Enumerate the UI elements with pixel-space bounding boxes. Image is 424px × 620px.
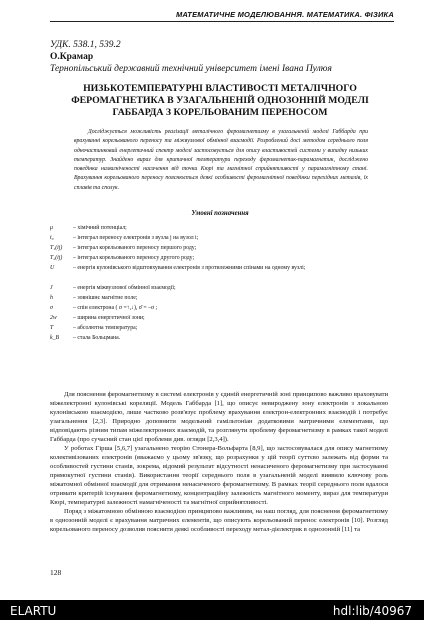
notation-item (50, 323, 380, 333)
notation-description: – енергія кулонівського відштовхування електронів з протилежними спінами на одному вузлі; (73, 265, 306, 271)
notation-description: – хімічний потенціал; (73, 225, 127, 231)
notation-item (50, 233, 380, 243)
paper-title (50, 83, 390, 119)
notation-description: – абсолютна температура; (73, 325, 138, 331)
notation-description: – стала Больцмана. (73, 335, 121, 341)
notation-symbol: U (50, 265, 55, 271)
notation-description: – інтеграл корельованого переносу першого роду; (73, 245, 197, 251)
title-line: ФЕРОМАГНЕТИКА В УЗАГАЛЬНЕНІЙ ОДНОЗОННІЙ МОДЕЛІ (71, 95, 369, 106)
notation-description: – ширина енергетичної зони; (73, 315, 145, 321)
title-line: НИЗЬКОТЕМПЕРАТУРНІ ВЛАСТИВОСТІ МЕТАЛІЧНОГО (83, 83, 357, 94)
journal-section-header: МАТЕМАТИЧНЕ МОДЕЛЮВАННЯ. МАТЕМАТИКА. ФІЗИКА (175, 10, 394, 19)
notation-description: – інтеграл корельованого переносу другого роду; (73, 255, 195, 261)
notation-item (50, 313, 380, 323)
notation-description: – спін електрона ( σ =↑,↓), σ̄ = –σ ; (73, 305, 158, 311)
notation-symbol: 2w (50, 315, 57, 321)
notation-list (50, 223, 380, 343)
notation-description: – інтеграл переносу електронів з вузла j на вузол і; (73, 235, 199, 241)
title-line: ГАББАРДА З КОРЕЛЬОВАНИМ ПЕРЕНОСОМ (112, 107, 328, 118)
repository-footer-bar (0, 600, 424, 620)
notation-item (50, 333, 380, 343)
notation-symbol: T₁(ij) (50, 245, 63, 251)
notation-symbol: h (50, 295, 53, 301)
author-name: О.Крамар (50, 52, 94, 62)
body-paragraph: Поряд з міжатомною обмінною взаємодією принципово важливим, на наш погляд, для пояснення феромагнетизму в однозонній моделі є врахування матричних елементів, що описують корельований перенос електронів [10]. Розгляд корельованого переносу дозволив пояснити деякі особливості переходу метал-діелектрик в однозонній [11] та (50, 508, 388, 533)
notation-description: – енергія міжвузлової обмінної взаємодії; (73, 285, 176, 291)
notation-item (50, 223, 380, 233)
notation-symbol: σ (50, 305, 53, 311)
notation-item (50, 243, 380, 253)
handle-identifier: hdl:lib/40967 (332, 604, 412, 618)
notation-symbol: t₀ (50, 235, 54, 241)
notation-symbol: T (50, 325, 54, 331)
notation-symbol: k_B (50, 335, 60, 341)
body-paragraph: У роботах Гірша [5,6,7] узагальнено теорію Стонера-Вольфарта [8,9], що застосовувалася для опису магнетизму колективізованих електронів (вважаємо у цьому зв'язку, що розрахунки у цій теорії суттєво залежать від форми та особливостей густини станів, зокрема, відомий результат відсутності ненасиченого феромагнетизму при застосуванні прямокутної густини станів). Використання теорії середнього поля в узагальненій моделі виявило ключову роль міжатомної обмінної взаємодії для отримання ненасиченого феромагнетизму. В рамках теорії середнього поля вдалося отримати критерій існування феромагнетизму, концентраційну залежність магнітного моменту, вираз для температури Кюрі, температурні залежності намагніченості та магнітної сприйнятливості. (50, 445, 388, 506)
page-number: 128 (50, 568, 62, 577)
notation-item (50, 293, 380, 303)
abstract: Досліджується можливість реалізації металічного феромагнетизму в узагальненій моделі Габбарда при врахуванні корельованого переносу та міжвузлової обмінної взаємодії. Розроблений досі методом середнього поля одночастинковий енергетичний спектр моделі застосовується для опису властивостей системи у випадку низьких температур. Знайдено вираз для критичної температури переходу феромагнетик-парамагнетик, досліджено поведінка намагніченості насичення від точки Кюрі та магнітної сприйнятливості у парамагнітному стані. Врахування корельованого переносу пояснюється деякі особливості феромагнітної поведінки перехідних металів, їх сплавів та сполук. (74, 129, 368, 191)
notation-symbol: T₂(ij) (50, 255, 63, 261)
author-affiliation: Тернопільський державний технічний університет імені Івана Пулюя (50, 64, 332, 74)
notation-item (50, 303, 380, 313)
repository-watermark: ELARTU (10, 604, 57, 618)
header-divider (50, 21, 394, 22)
notation-item (50, 283, 380, 293)
udc-code: УДК. 538.1, 539.2 (50, 40, 121, 50)
body-paragraph: Для пояснення феромагнетизму в системі електронів у єдиній енергетичній зоні принципово важливо враховувати міжелектронні кулонівські кореляції. Модель Габбарда [1], що описує невироджену зону електронів з локальною кулонівською взаємодією, лише частково розв'язує проблему врахування електрон-електронних взаємодій і потребує узагальнення [2,3]. Природно доповнити модельний гамільтоніан додатковими матричними елементами, що відповідають різним типам міжелектронних взаємодій, та розглянути проблему феромагнетизму в рамках такої моделі Габбарда (про сучасний стан цієї проблеми див. огляди [2,3,4]). (50, 391, 388, 443)
notation-symbol: J (50, 285, 53, 291)
notation-symbol: μ (50, 225, 53, 231)
notation-item (50, 253, 380, 263)
notation-description: – зовнішнє магнітне поле; (73, 295, 138, 301)
notation-heading: Умовні позначення (191, 210, 249, 217)
body-text (50, 390, 388, 534)
notation-item (50, 263, 380, 283)
